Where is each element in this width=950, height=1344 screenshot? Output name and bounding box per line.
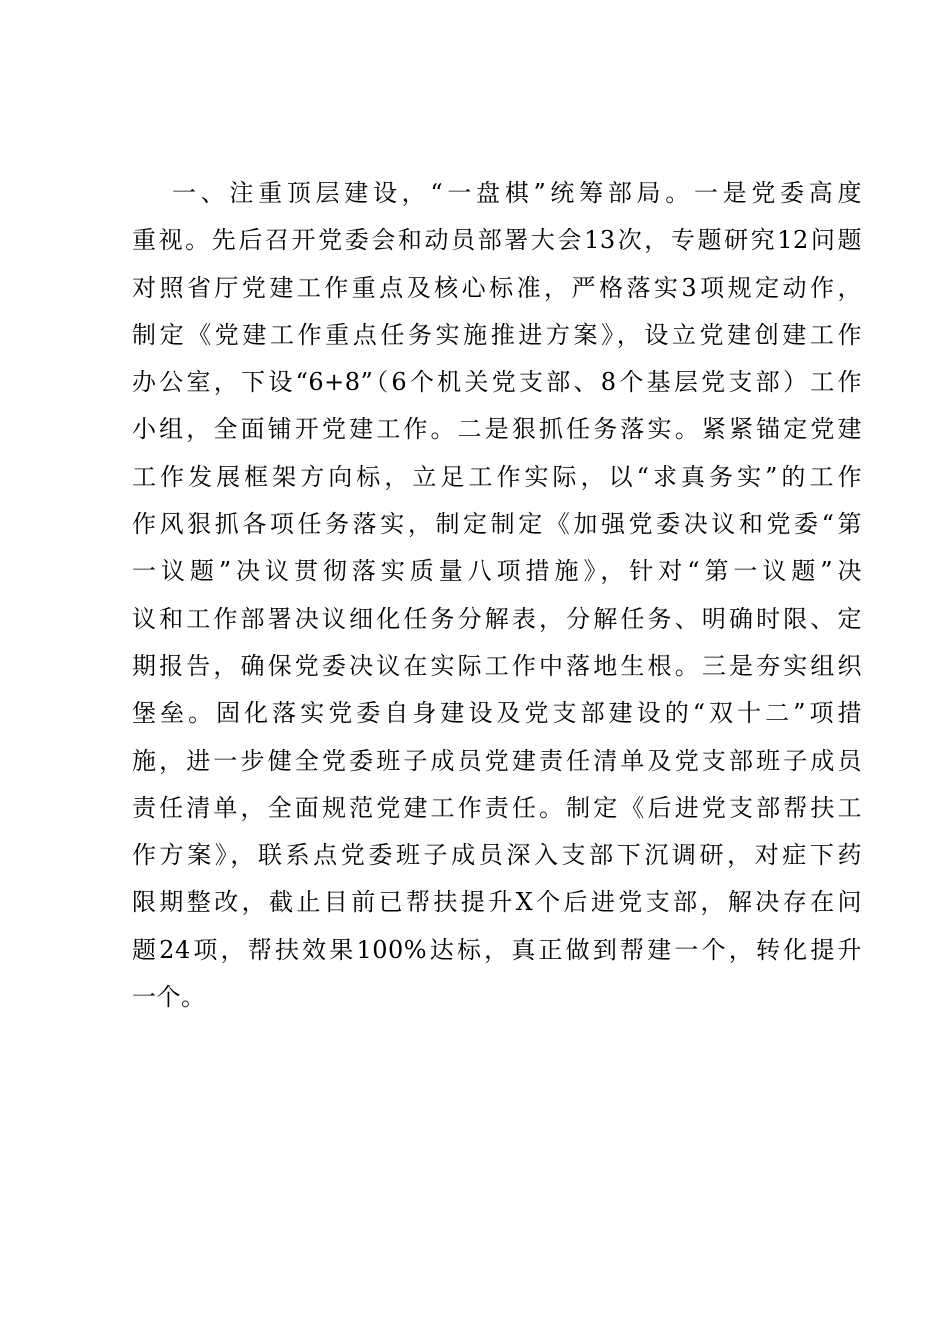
paragraph-line: 议和工作部署决议细化任务分解表，分解任务、明确时限、定 [132,604,862,633]
paragraph-line: 办公室，下设“6+8”（6个机关党支部、8个基层党支部）工作 [132,368,862,397]
body-paragraph [132,170,862,1021]
paragraph-line: 作风狠抓各项任务落实，制定制定《加强党委决议和党委“第 [132,510,862,539]
paragraph-line: 施，进一步健全党委班子成员党建责任清单及党支部班子成员 [132,746,862,775]
paragraph-line: 一议题”决议贯彻落实质量八项措施》，针对“第一议题”决 [132,557,862,586]
paragraph-line: 一、注重顶层建设，“一盘棋”统筹部局。一是党委高度 [172,179,862,207]
paragraph-line: 重视。先后召开党委会和动员部署大会13次，专题研究12问题 [132,226,862,255]
paragraph-line: 题24项，帮扶效果100%达标，真正做到帮建一个，转化提升 [132,935,862,964]
paragraph-line: 责任清单，全面规范党建工作责任。制定《后进党支部帮扶工 [132,793,862,822]
paragraph-line: 一个。 [132,983,206,1012]
paragraph-line: 堡垒。固化落实党委自身建设及党支部建设的“双十二”项措 [132,699,862,728]
paragraph-line: 限期整改，截止目前已帮扶提升X个后进党支部，解决存在问 [132,888,862,917]
paragraph-line: 小组，全面铺开党建工作。二是狠抓任务落实。紧紧锚定党建 [132,415,862,444]
paragraph-line: 制定《党建工作重点任务实施推进方案》，设立党建创建工作 [132,320,862,349]
paragraph-line: 作方案》，联系点党委班子成员深入支部下沉调研，对症下药 [132,841,862,870]
paragraph-line: 期报告，确保党委决议在实际工作中落地生根。三是夯实组织 [132,651,862,680]
paragraph-line: 工作发展框架方向标，立足工作实际，以“求真务实”的工作 [132,462,862,491]
paragraph-line: 对照省厅党建工作重点及核心标准，严格落实3项规定动作， [132,273,862,302]
